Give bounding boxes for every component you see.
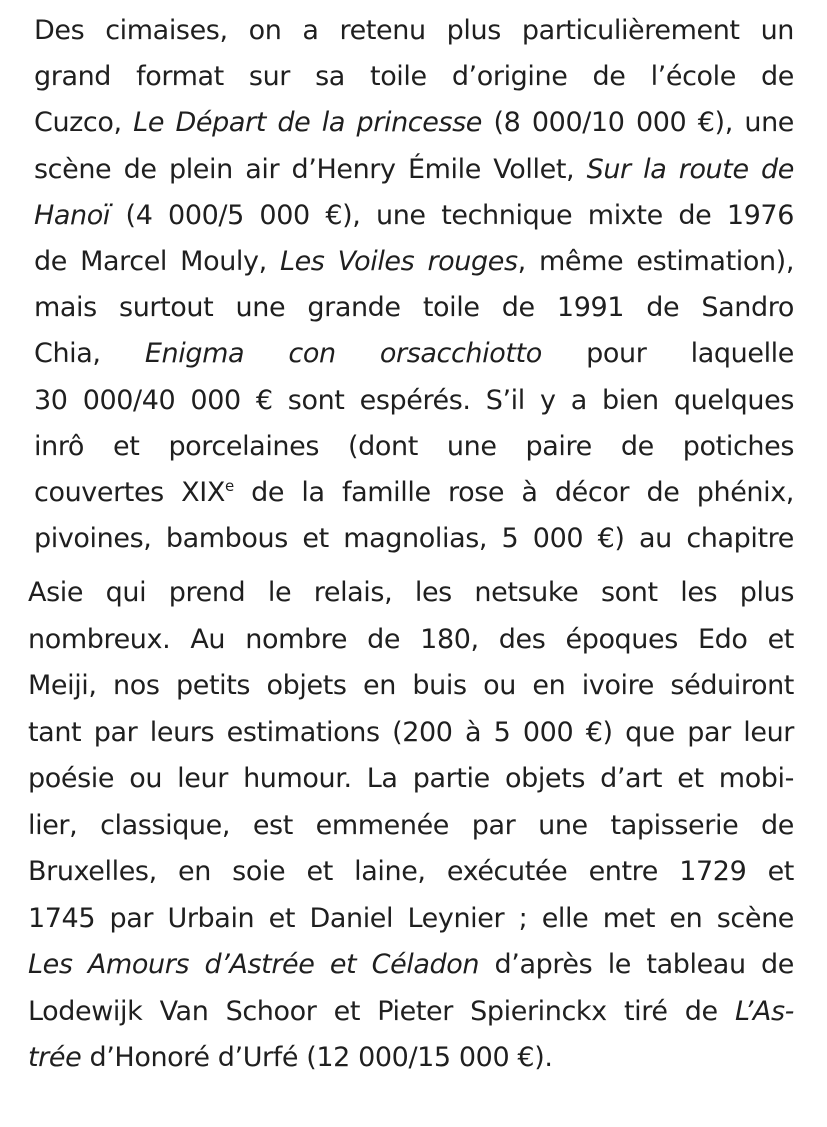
text-run: lier, classique, est emmenée par une tapisserie de xyxy=(28,809,794,841)
text-run: Lodewijk Van Schoor et Pieter Spierinckx tiré de xyxy=(28,995,735,1027)
text-line xyxy=(34,424,794,470)
text-block-2 xyxy=(28,570,794,1082)
text-line xyxy=(34,8,794,54)
text-run: pour laquelle xyxy=(541,338,794,370)
text-line xyxy=(34,331,794,377)
text-line xyxy=(34,285,794,331)
italic-title: Hanoï xyxy=(34,199,110,231)
text-run: Meiji, nos petits objets en buis ou en ivoire séduiront xyxy=(28,670,794,701)
italic-title: trée xyxy=(28,1042,82,1073)
text-line xyxy=(34,239,794,285)
text-line xyxy=(28,617,794,664)
text-line xyxy=(34,470,794,516)
text-line xyxy=(34,378,794,424)
text-run: Chia, xyxy=(34,338,145,370)
text-run: (4 000/5 000 €), une technique mixte de 1976 xyxy=(109,199,794,231)
text-run: Bruxelles, en soie et laine, exécutée entre 1729 et xyxy=(28,856,794,887)
text-run: mais surtout une grande toile de 1991 de Sandro xyxy=(34,292,794,324)
text-run: pivoines, bambous et magnolias, 5 000 €) au chapitre xyxy=(34,523,794,555)
text-run: inrô et porcelaines (dont une paire de potiches xyxy=(34,430,794,462)
text-run: Asie qui prend le relais, les netsuke sont les plus xyxy=(28,577,794,608)
text-run: 30 000/40 000 € sont espérés. S’il y a bien quelques xyxy=(34,384,794,416)
text-line xyxy=(28,710,794,757)
text-run: Des cimaises, on a retenu plus particulièrement un xyxy=(34,15,794,46)
italic-title: Les Voiles rouges xyxy=(279,245,518,277)
text-run: grand format sur sa toile d’origine de l’école de xyxy=(34,61,794,93)
italic-title: Le Départ de la princesse xyxy=(133,107,482,139)
text-line xyxy=(34,54,794,100)
text-run: de la famille rose à décor de phénix, xyxy=(233,476,794,508)
text-line xyxy=(28,849,794,896)
text-line xyxy=(34,147,794,193)
text-line xyxy=(28,570,794,617)
text-line xyxy=(28,989,794,1036)
text-block-1 xyxy=(34,8,794,562)
text-run: nombreux. Au nombre de 180, des époques Edo et xyxy=(28,623,794,655)
text-line xyxy=(28,942,794,989)
text-line xyxy=(34,100,794,146)
italic-title: L’As- xyxy=(734,995,794,1027)
text-line xyxy=(28,803,794,850)
italic-title: Sur la route de xyxy=(586,153,795,185)
text-run: 1745 par Urbain et Daniel Leynier ; elle met en scène xyxy=(28,902,794,934)
text-run: Cuzco, xyxy=(34,107,134,139)
text-line xyxy=(28,896,794,943)
text-line xyxy=(34,516,794,562)
text-run: d’après le tableau de xyxy=(479,949,794,980)
text-run: scène de plein air d’Henry Émile Vollet, xyxy=(34,153,587,185)
text-line xyxy=(28,663,794,710)
italic-title: Les Amours d’Astrée et Céladon xyxy=(28,949,480,980)
text-line xyxy=(28,756,794,803)
text-run: poésie ou leur humour. La partie objets d’art et mobi- xyxy=(28,763,794,794)
text-run: (8 000/10 000 €), une xyxy=(482,107,794,139)
text-run: d’Honoré d’Urfé (12 000/15 000 €). xyxy=(81,1042,553,1073)
text-run: couvertes XIX xyxy=(34,476,225,508)
italic-title: Enigma con orsacchiotto xyxy=(144,338,542,370)
text-line xyxy=(34,193,794,239)
text-run: , même estimation), xyxy=(517,245,795,277)
text-run: tant par leurs estimations (200 à 5 000 €) que par leur xyxy=(28,716,794,748)
text-line xyxy=(28,1035,794,1082)
superscript: e xyxy=(224,476,234,495)
text-run: de Marcel Mouly, xyxy=(34,245,280,277)
